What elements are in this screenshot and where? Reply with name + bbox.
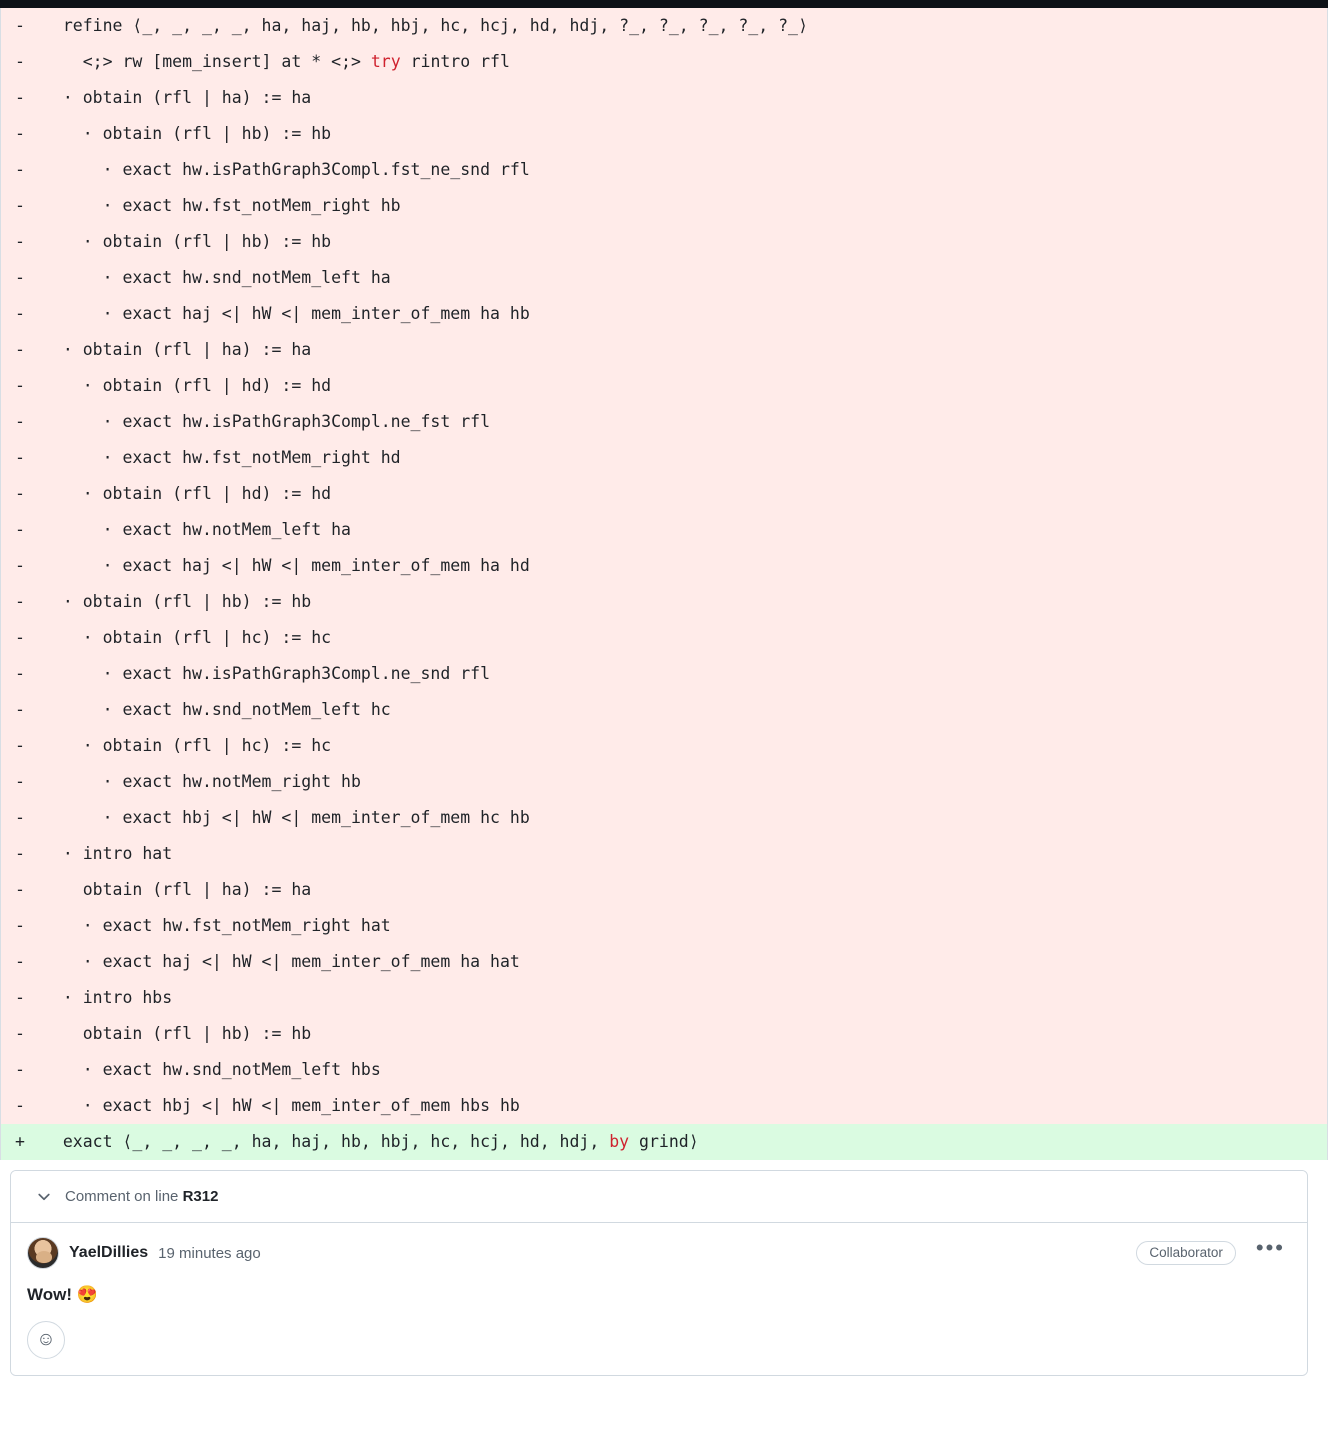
diff-line[interactable]	[1, 404, 1327, 440]
diff-line-marker: -	[15, 700, 25, 719]
diff-line-marker: -	[15, 1024, 25, 1043]
diff-line[interactable]	[1, 512, 1327, 548]
diff-line-code: · obtain (rfl | hd) := hd	[43, 376, 332, 395]
diff-line[interactable]	[1, 764, 1327, 800]
diff-line-marker: -	[15, 340, 25, 359]
diff-line-marker: -	[15, 160, 25, 179]
add-reaction-button[interactable]	[27, 1321, 65, 1359]
diff-line-marker: -	[15, 376, 25, 395]
diff-line[interactable]	[1, 800, 1327, 836]
diff-line-code: · intro hat	[43, 844, 173, 863]
diff-line-marker: -	[15, 628, 25, 647]
diff-line[interactable]	[1, 944, 1327, 980]
comment-line-ref: R312	[182, 1188, 219, 1205]
comment-thread-header[interactable]	[11, 1171, 1307, 1223]
diff-line-code: · exact haj <| hW <| mem_inter_of_mem ha hb	[43, 304, 530, 323]
diff-line-code: · obtain (rfl | hb) := hb	[43, 232, 332, 251]
diff-line-code: · exact hw.fst_notMem_right hd	[43, 448, 401, 467]
diff-line[interactable]	[1, 332, 1327, 368]
review-comment-thread	[10, 1170, 1308, 1376]
diff-line[interactable]	[1, 728, 1327, 764]
diff-line-marker: -	[15, 232, 25, 251]
diff-line[interactable]	[1, 836, 1327, 872]
diff-line-code: obtain (rfl | ha) := ha	[43, 880, 312, 899]
diff-line-marker: -	[15, 268, 25, 287]
diff-line-code: · obtain (rfl | hc) := hc	[43, 736, 332, 755]
keyword-token: try	[370, 52, 401, 71]
diff-line-code: exact ⟨_, _, _, _, ha, haj, hb, hbj, hc, hcj, hd, hdj, by grind⟩	[43, 1132, 699, 1151]
diff-line-code: · intro hbs	[43, 988, 173, 1007]
diff-line-code: · exact hw.snd_notMem_left ha	[43, 268, 391, 287]
diff-line-code: · exact hw.notMem_right hb	[43, 772, 361, 791]
diff-line[interactable]	[1, 908, 1327, 944]
diff-line[interactable]	[1, 1052, 1327, 1088]
diff-line[interactable]	[1, 224, 1327, 260]
diff-line-code: · exact hw.fst_notMem_right hat	[43, 916, 391, 935]
diff-line[interactable]	[1, 8, 1327, 44]
keyword-token: by	[609, 1132, 630, 1151]
page-top-strip	[0, 0, 1328, 8]
diff-line-code: · obtain (rfl | ha) := ha	[43, 340, 312, 359]
diff-line[interactable]	[1, 260, 1327, 296]
diff-line-code: · obtain (rfl | hd) := hd	[43, 484, 332, 503]
diff-line-code: · obtain (rfl | ha) := ha	[43, 88, 312, 107]
diff-line[interactable]	[1, 872, 1327, 908]
diff-line-marker: -	[15, 88, 25, 107]
diff-line[interactable]	[1, 1088, 1327, 1124]
comment-meta-row	[27, 1237, 1291, 1269]
diff-line-marker: -	[15, 952, 25, 971]
diff-line[interactable]	[1, 476, 1327, 512]
diff-line[interactable]	[1, 44, 1327, 80]
diff-line-marker: -	[15, 16, 25, 35]
diff-line-code: · exact hw.isPathGraph3Compl.ne_fst rfl	[43, 412, 491, 431]
diff-line-code: <;> rw [mem_insert] at * <;> try rintro rfl	[43, 52, 510, 71]
diff-line-marker: -	[15, 412, 25, 431]
diff-line-marker: -	[15, 736, 25, 755]
chevron-down-icon[interactable]	[35, 1188, 53, 1206]
diff-line-marker: -	[15, 196, 25, 215]
more-options-icon[interactable]: •••	[1255, 1235, 1285, 1260]
comment-text	[27, 1285, 1291, 1305]
diff-line-marker: -	[15, 988, 25, 1007]
comment-body	[11, 1223, 1307, 1375]
diff-line[interactable]	[1, 692, 1327, 728]
diff-line[interactable]	[1, 152, 1327, 188]
diff-line[interactable]	[1, 80, 1327, 116]
diff-line[interactable]	[1, 548, 1327, 584]
diff-line[interactable]	[1, 1124, 1327, 1160]
diff-line-marker: -	[15, 1096, 25, 1115]
diff-line-code: · exact haj <| hW <| mem_inter_of_mem ha hd	[43, 556, 530, 575]
diff-line-code: · obtain (rfl | hc) := hc	[43, 628, 332, 647]
diff-line-code: · exact hw.isPathGraph3Compl.fst_ne_snd rfl	[43, 160, 530, 179]
diff-line-code: · exact hw.fst_notMem_right hb	[43, 196, 401, 215]
diff-line-code: refine ⟨_, _, _, _, ha, haj, hb, hbj, hc, hcj, hd, hdj, ?_, ?_, ?_, ?_, ?_⟩	[43, 16, 808, 35]
diff-line-marker: -	[15, 304, 25, 323]
diff-line-marker: -	[15, 808, 25, 827]
diff-line-code: · exact hw.snd_notMem_left hc	[43, 700, 391, 719]
diff-line[interactable]	[1, 440, 1327, 476]
heart-eyes-emoji: 😍	[76, 1285, 98, 1304]
comment-author[interactable]: YaelDillies	[69, 1244, 149, 1261]
diff-line-code: · obtain (rfl | hb) := hb	[43, 592, 312, 611]
comment-on-line-text: Comment on line	[65, 1188, 179, 1205]
diff-line-code: · obtain (rfl | hb) := hb	[43, 124, 332, 143]
diff-line-marker: -	[15, 916, 25, 935]
diff-line[interactable]	[1, 368, 1327, 404]
diff-line-marker: -	[15, 664, 25, 683]
diff-line[interactable]	[1, 656, 1327, 692]
diff-line[interactable]	[1, 980, 1327, 1016]
smiley-icon: ☺	[36, 1329, 56, 1350]
diff-line-marker: -	[15, 1060, 25, 1079]
diff-line[interactable]	[1, 620, 1327, 656]
diff-line-marker: -	[15, 556, 25, 575]
diff-line-code: · exact hw.isPathGraph3Compl.ne_snd rfl	[43, 664, 491, 683]
diff-line-code: · exact haj <| hW <| mem_inter_of_mem ha hat	[43, 952, 520, 971]
diff-hunk	[0, 8, 1328, 1160]
diff-line-marker: -	[15, 448, 25, 467]
diff-line-code: · exact hbj <| hW <| mem_inter_of_mem hc hb	[43, 808, 530, 827]
avatar[interactable]	[27, 1237, 59, 1269]
diff-line[interactable]	[1, 584, 1327, 620]
diff-line-code: · exact hw.snd_notMem_left hbs	[43, 1060, 381, 1079]
diff-line-marker: -	[15, 880, 25, 899]
comment-on-line-label	[65, 1188, 218, 1205]
diff-line[interactable]	[1, 116, 1327, 152]
diff-line[interactable]	[1, 296, 1327, 332]
diff-line-marker: -	[15, 124, 25, 143]
comment-timestamp[interactable]: 19 minutes ago	[158, 1244, 261, 1262]
diff-line-marker: -	[15, 592, 25, 611]
diff-line-marker: -	[15, 844, 25, 863]
diff-line-code: · exact hw.notMem_left ha	[43, 520, 351, 539]
diff-line[interactable]	[1, 1016, 1327, 1052]
diff-line-marker: -	[15, 52, 25, 71]
diff-line-marker: +	[15, 1132, 25, 1151]
diff-line-code: · exact hbj <| hW <| mem_inter_of_mem hbs hb	[43, 1096, 520, 1115]
diff-line-marker: -	[15, 520, 25, 539]
diff-line[interactable]	[1, 188, 1327, 224]
diff-line-marker: -	[15, 484, 25, 503]
diff-line-marker: -	[15, 772, 25, 791]
comment-text-content: Wow!	[27, 1285, 73, 1304]
diff-line-code: obtain (rfl | hb) := hb	[43, 1024, 312, 1043]
status-badge: Collaborator	[1136, 1241, 1236, 1265]
